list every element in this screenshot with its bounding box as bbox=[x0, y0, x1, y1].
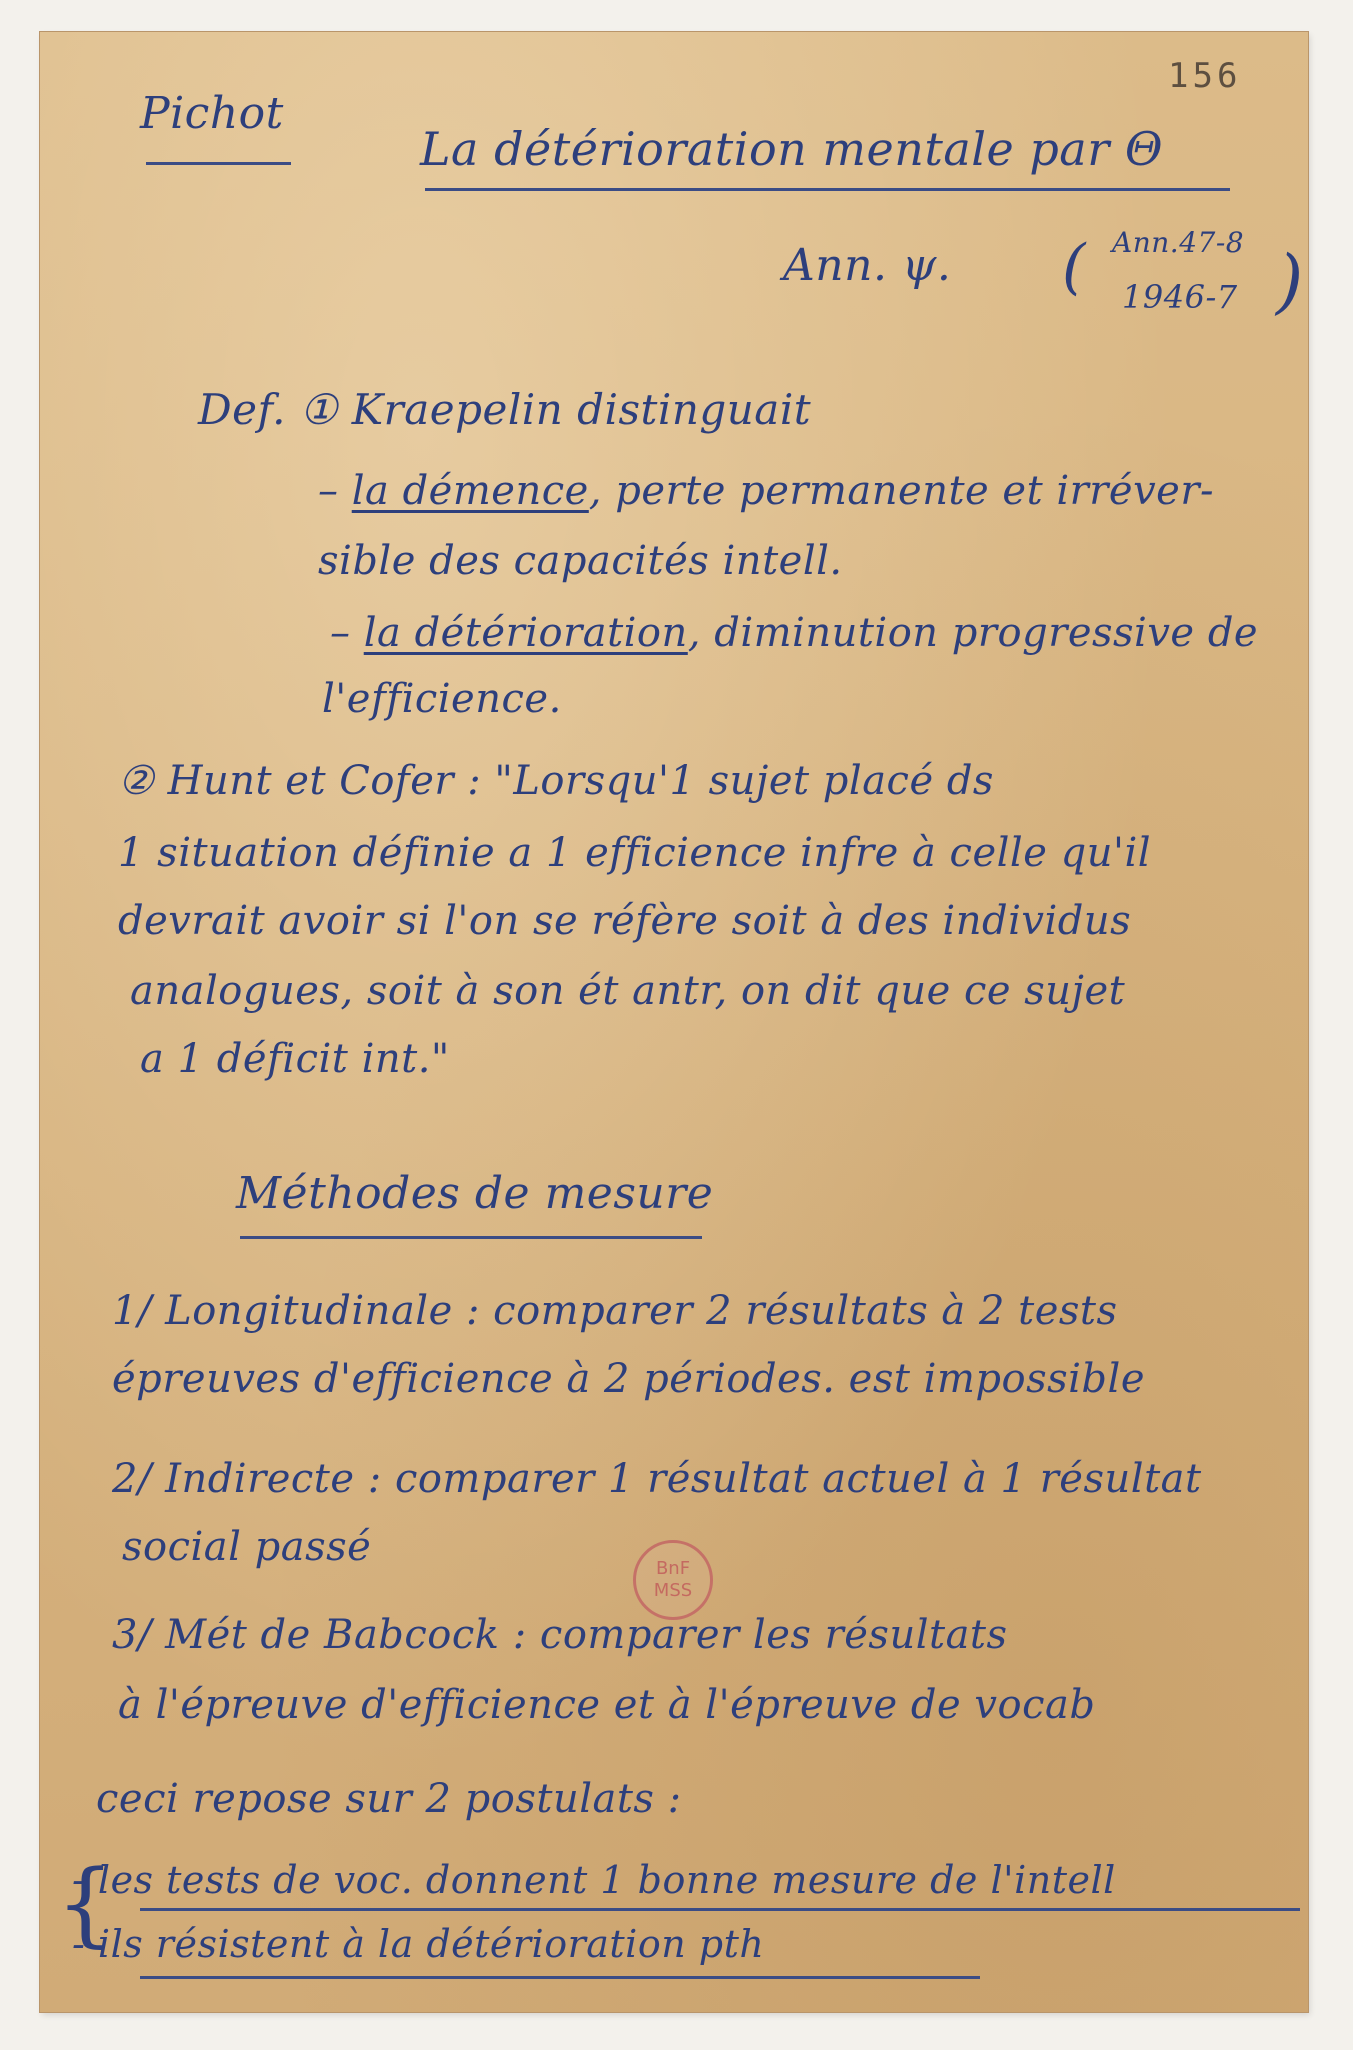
reference-paren-open: ( bbox=[1062, 232, 1086, 302]
reference-main: Ann. ψ. bbox=[783, 240, 952, 291]
method-3-line-1: 3/ Mét de Babcock : comparer les résultats bbox=[112, 1612, 1008, 1658]
author-underline bbox=[146, 162, 291, 165]
postulate-2-underline bbox=[140, 1976, 980, 1979]
hunt-cofer-line-5: a 1 déficit int." bbox=[140, 1036, 450, 1082]
method-2-line-2: social passé bbox=[122, 1524, 372, 1570]
reference-alt-bottom: 1946-7 bbox=[1122, 278, 1238, 316]
method-1-line-1: 1/ Longitudinale : comparer 2 résultats à 2 tests bbox=[112, 1288, 1118, 1334]
stamp-line-1: BnF bbox=[655, 1558, 691, 1579]
hunt-cofer-line-4: analogues, soit à son ét antr, on dit que ce sujet bbox=[130, 968, 1126, 1014]
hunt-cofer-line-2: 1 situation définie a 1 efficience infre à celle qu'il bbox=[118, 830, 1152, 876]
postulates-intro: ceci repose sur 2 postulats : bbox=[96, 1776, 682, 1822]
method-3-line-2: à l'épreuve d'efficience et à l'épreuve de vocab bbox=[118, 1682, 1096, 1728]
dementia-continuation: sible des capacités intell. bbox=[318, 538, 843, 584]
method-1-line-2: épreuves d'efficience à 2 périodes. est impossible bbox=[112, 1356, 1145, 1402]
postulate-2: - ils résistent à la détérioration pth bbox=[72, 1922, 765, 1966]
definition-intro: Def. ① Kraepelin distinguait bbox=[198, 385, 812, 434]
page-title: La détérioration mentale par Θ bbox=[420, 122, 1164, 176]
deterioration-term: la détérioration bbox=[363, 610, 688, 656]
dementia-rest: , perte permanente et irréver- bbox=[588, 468, 1214, 514]
postulate-1: - les tests de voc. donnent 1 bonne mesure de l'intell bbox=[72, 1858, 1116, 1902]
dementia-line: – la démence, perte permanente et irréver- bbox=[318, 468, 1214, 514]
stamp-line-2: MSS bbox=[653, 1580, 693, 1601]
dementia-term: la démence bbox=[351, 468, 589, 514]
deterioration-continuation: l'efficience. bbox=[322, 676, 562, 722]
bnf-library-stamp bbox=[633, 1540, 713, 1620]
hunt-cofer-line-3: devrait avoir si l'on se réfère soit à des individus bbox=[118, 898, 1132, 944]
method-2-line-1: 2/ Indirecte : comparer 1 résultat actuel à 1 résultat bbox=[112, 1456, 1202, 1502]
hunt-cofer-line-1: ② Hunt et Cofer : "Lorsqu'1 sujet placé ds bbox=[118, 758, 994, 804]
folio-number: 156 bbox=[1168, 56, 1242, 96]
reference-paren-close: ) bbox=[1276, 240, 1304, 322]
author-name: Pichot bbox=[140, 88, 284, 139]
title-underline bbox=[425, 188, 1230, 191]
reference-alt-top: Ann.47-8 bbox=[1112, 226, 1245, 259]
postulate-1-underline bbox=[140, 1908, 1300, 1911]
deterioration-rest: , diminution progressive de bbox=[687, 610, 1259, 656]
deterioration-line: – la détérioration, diminution progressive de bbox=[330, 610, 1259, 656]
methods-heading: Méthodes de mesure bbox=[236, 1168, 714, 1219]
methods-heading-underline bbox=[240, 1236, 702, 1239]
postulates-brace: { bbox=[56, 1850, 115, 1957]
